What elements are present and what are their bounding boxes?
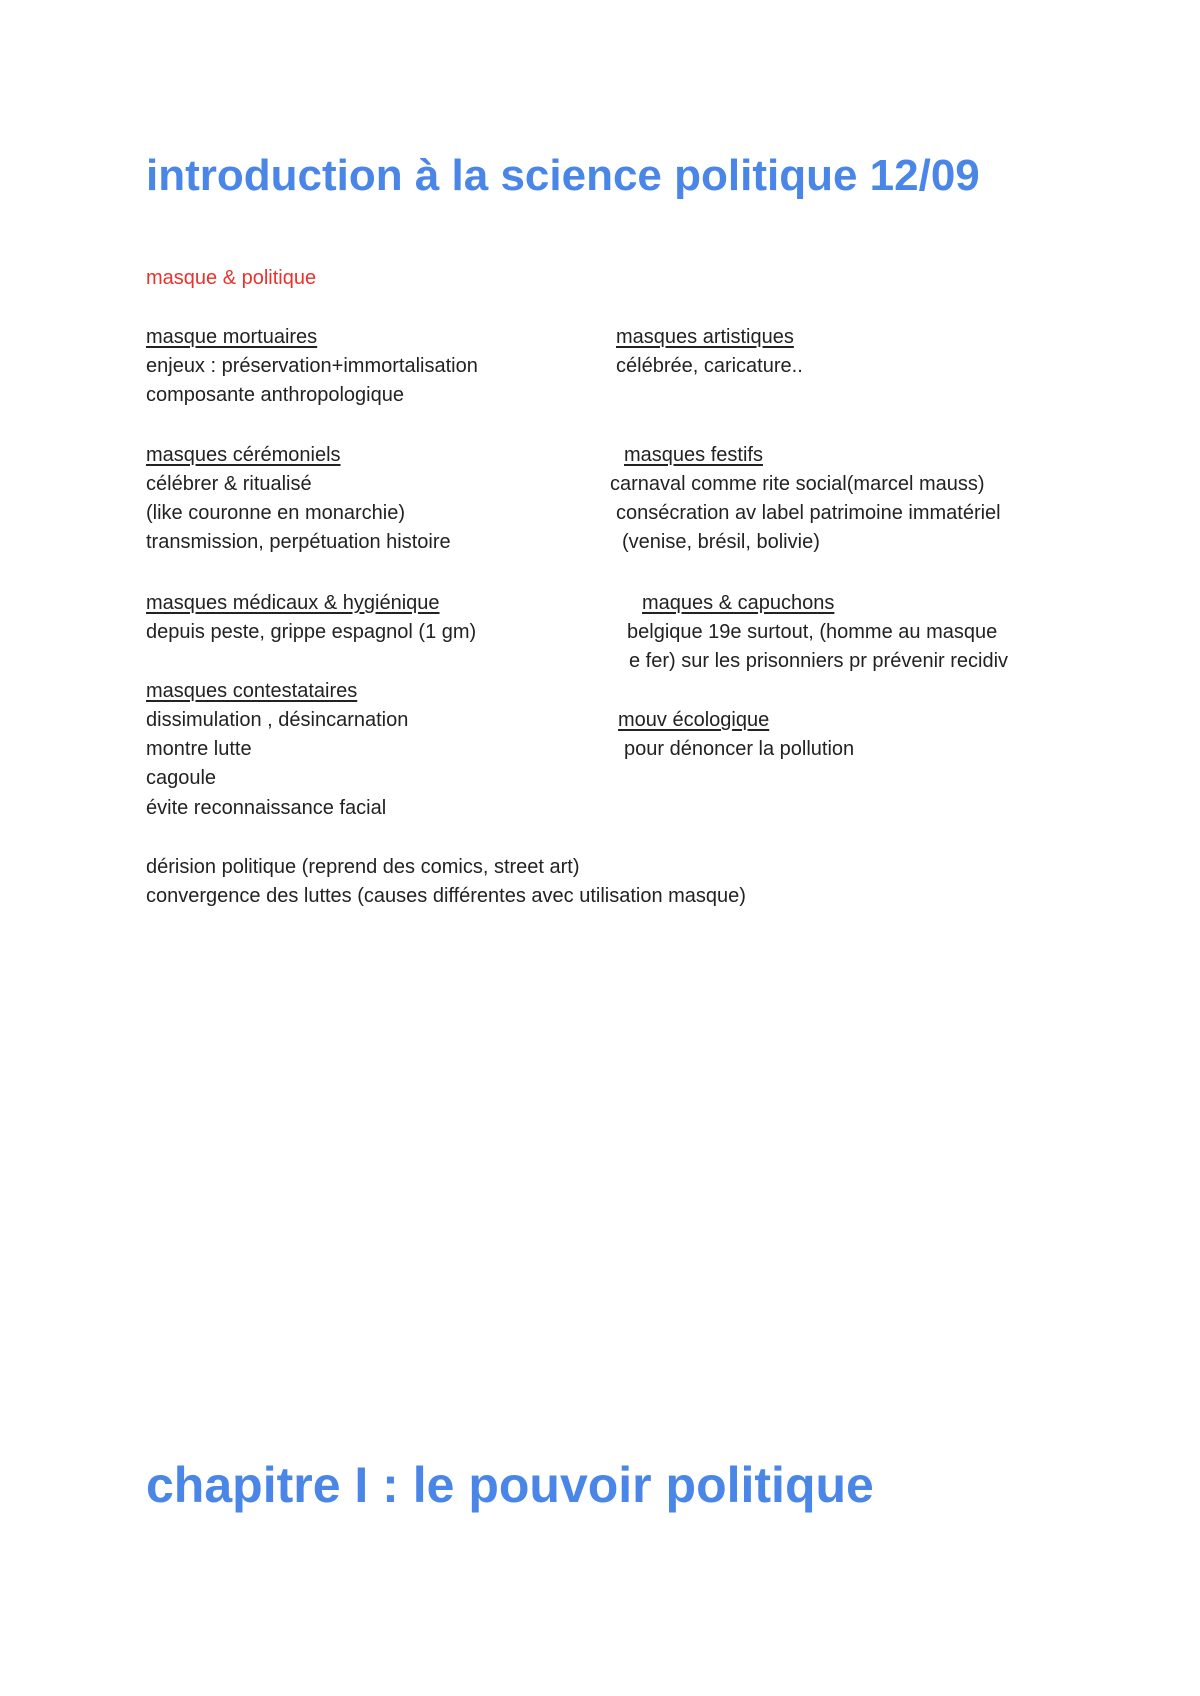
block-contestataires-line: montre lutte (146, 738, 252, 760)
block-ceremoniels-line: (like couronne en monarchie) (146, 502, 406, 524)
closing-line: dérision politique (reprend des comics, street art) (146, 856, 580, 878)
block-mortuaires-line: enjeux : préservation+immortalisation (146, 355, 478, 377)
block-capuchons-heading: maques & capuchons (642, 592, 835, 614)
block-ceremoniels-heading: masques cérémoniels (146, 444, 341, 466)
block-capuchons-line: e fer) sur les prisonniers pr prévenir recidiv (629, 650, 1009, 672)
block-ecologique-heading: mouv écologique (618, 709, 770, 731)
block-medicaux-heading: masques médicaux & hygiénique (146, 592, 440, 614)
block-mortuaires-line: composante anthropologique (146, 384, 404, 406)
block-ceremoniels-line: célébrer & ritualisé (146, 473, 312, 495)
block-festifs-line: (venise, brésil, bolivie) (622, 531, 820, 553)
block-ceremoniels-line: transmission, perpétuation histoire (146, 531, 451, 553)
page-title: introduction à la science politique 12/09 (146, 151, 980, 200)
block-contestataires-line: cagoule (146, 767, 217, 789)
block-festifs-heading: masques festifs (624, 444, 763, 466)
closing-line: convergence des luttes (causes différentes avec utilisation masque) (146, 885, 746, 907)
block-capuchons-line: belgique 19e surtout, (homme au masque (627, 621, 998, 643)
block-festifs-line: carnaval comme rite social(marcel mauss) (610, 473, 985, 495)
block-medicaux-line: depuis peste, grippe espagnol (1 gm) (146, 621, 477, 643)
block-mortuaires-heading: masque mortuaires (146, 326, 318, 348)
block-artistiques-heading: masques artistiques (616, 326, 794, 348)
block-ecologique-line: pour dénoncer la pollution (624, 738, 855, 760)
block-festifs-line: consécration av label patrimoine immatériel (616, 502, 1001, 524)
block-contestataires-line: évite reconnaissance facial (146, 797, 387, 819)
block-artistiques-line: célébrée, caricature.. (616, 355, 803, 377)
block-contestataires-heading: masques contestataires (146, 680, 358, 702)
block-contestataires-line: dissimulation , désincarnation (146, 709, 409, 731)
section-heading: masque & politique (146, 267, 317, 289)
chapter-title: chapitre I : le pouvoir politique (146, 1457, 874, 1513)
